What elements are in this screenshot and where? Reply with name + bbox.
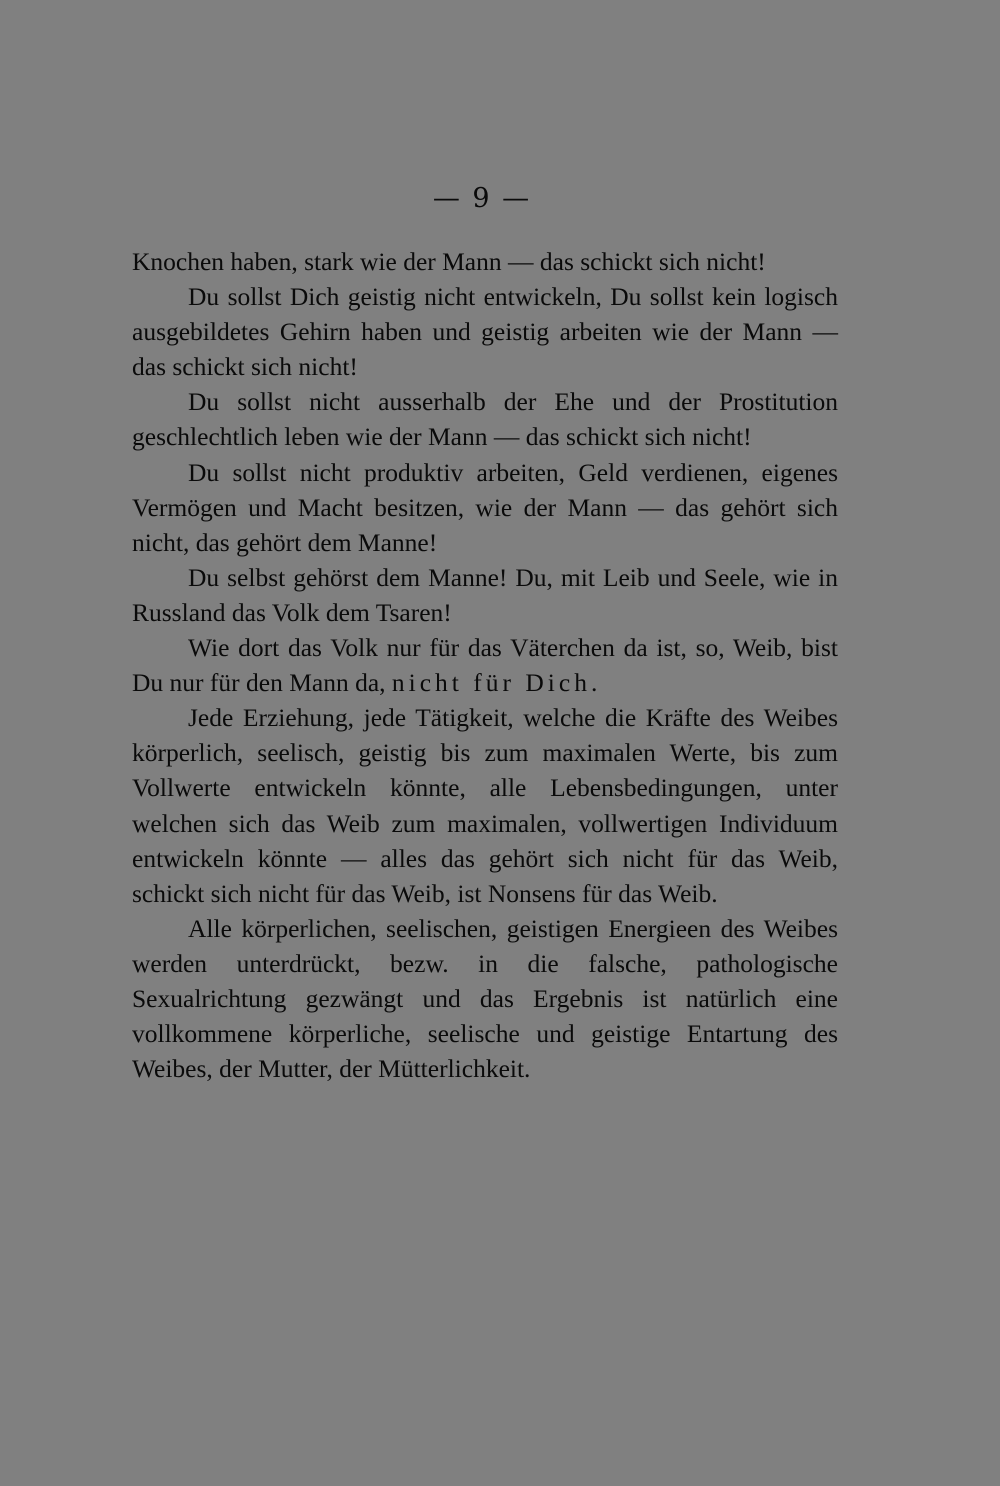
body-text xyxy=(132,244,838,1086)
paragraph-6-end: . xyxy=(590,668,598,698)
paragraph-3: Du sollst nicht ausserhalb der Ehe und der Prostitution geschlechtlich leben wie der Mann — das schickt sich nicht! xyxy=(132,387,838,452)
paragraph-5: Du selbst gehörst dem Manne! Du, mit Leib und Seele, wie in Russland das Volk dem Tsaren! xyxy=(132,562,838,627)
paragraph-4: Du sollst nicht produktiv arbeiten, Geld verdienen, eigenes Vermögen und Macht besitzen, wie der Mann — das gehört sich nicht, das gehört dem Manne! xyxy=(132,457,838,557)
paragraph-6-emphasis: nicht für Dich xyxy=(391,668,591,698)
paragraph-2: Du sollst Dich geistig nicht entwickeln, Du sollst kein logisch ausgebildetes Gehirn haben und geistig arbeiten wie der Mann — das schickt sich nicht! xyxy=(132,282,838,382)
paragraph-1: Knochen haben, stark wie der Mann — das schickt sich nicht! xyxy=(132,247,766,276)
paragraph-6 xyxy=(132,630,838,700)
page-number: — 9 — xyxy=(432,183,532,214)
paragraph-6-text: Wie dort das Volk nur für das Väterchen da ist, so, Weib, bist Du nur für den Mann da, xyxy=(132,633,838,698)
paragraph-8: Alle körperlichen, seelischen, geistigen Energieen des Weibes werden unterdrückt, bezw. in die falsche, pathologische Sexualrichtung gezwängt und das Ergebnis ist natürlich eine vollkommene körperliche, seelische und geistige Entartung des Weibes, der Mutter, der Mütterlichkeit. xyxy=(132,913,838,1084)
paragraph-7: Jede Erziehung, jede Tätigkeit, welche die Kräfte des Weibes körperlich, seelisch, geistig bis zum maximalen Werte, bis zum Vollwerte entwickeln könnte, alle Lebensbedingungen, unter welchen sich das Weib zum maximalen, vollwertigen Individuum entwickeln könnte — alles das gehört sich nicht für das Weib, schickt sich nicht für das Weib, ist Nonsens für das Weib. xyxy=(132,703,838,908)
